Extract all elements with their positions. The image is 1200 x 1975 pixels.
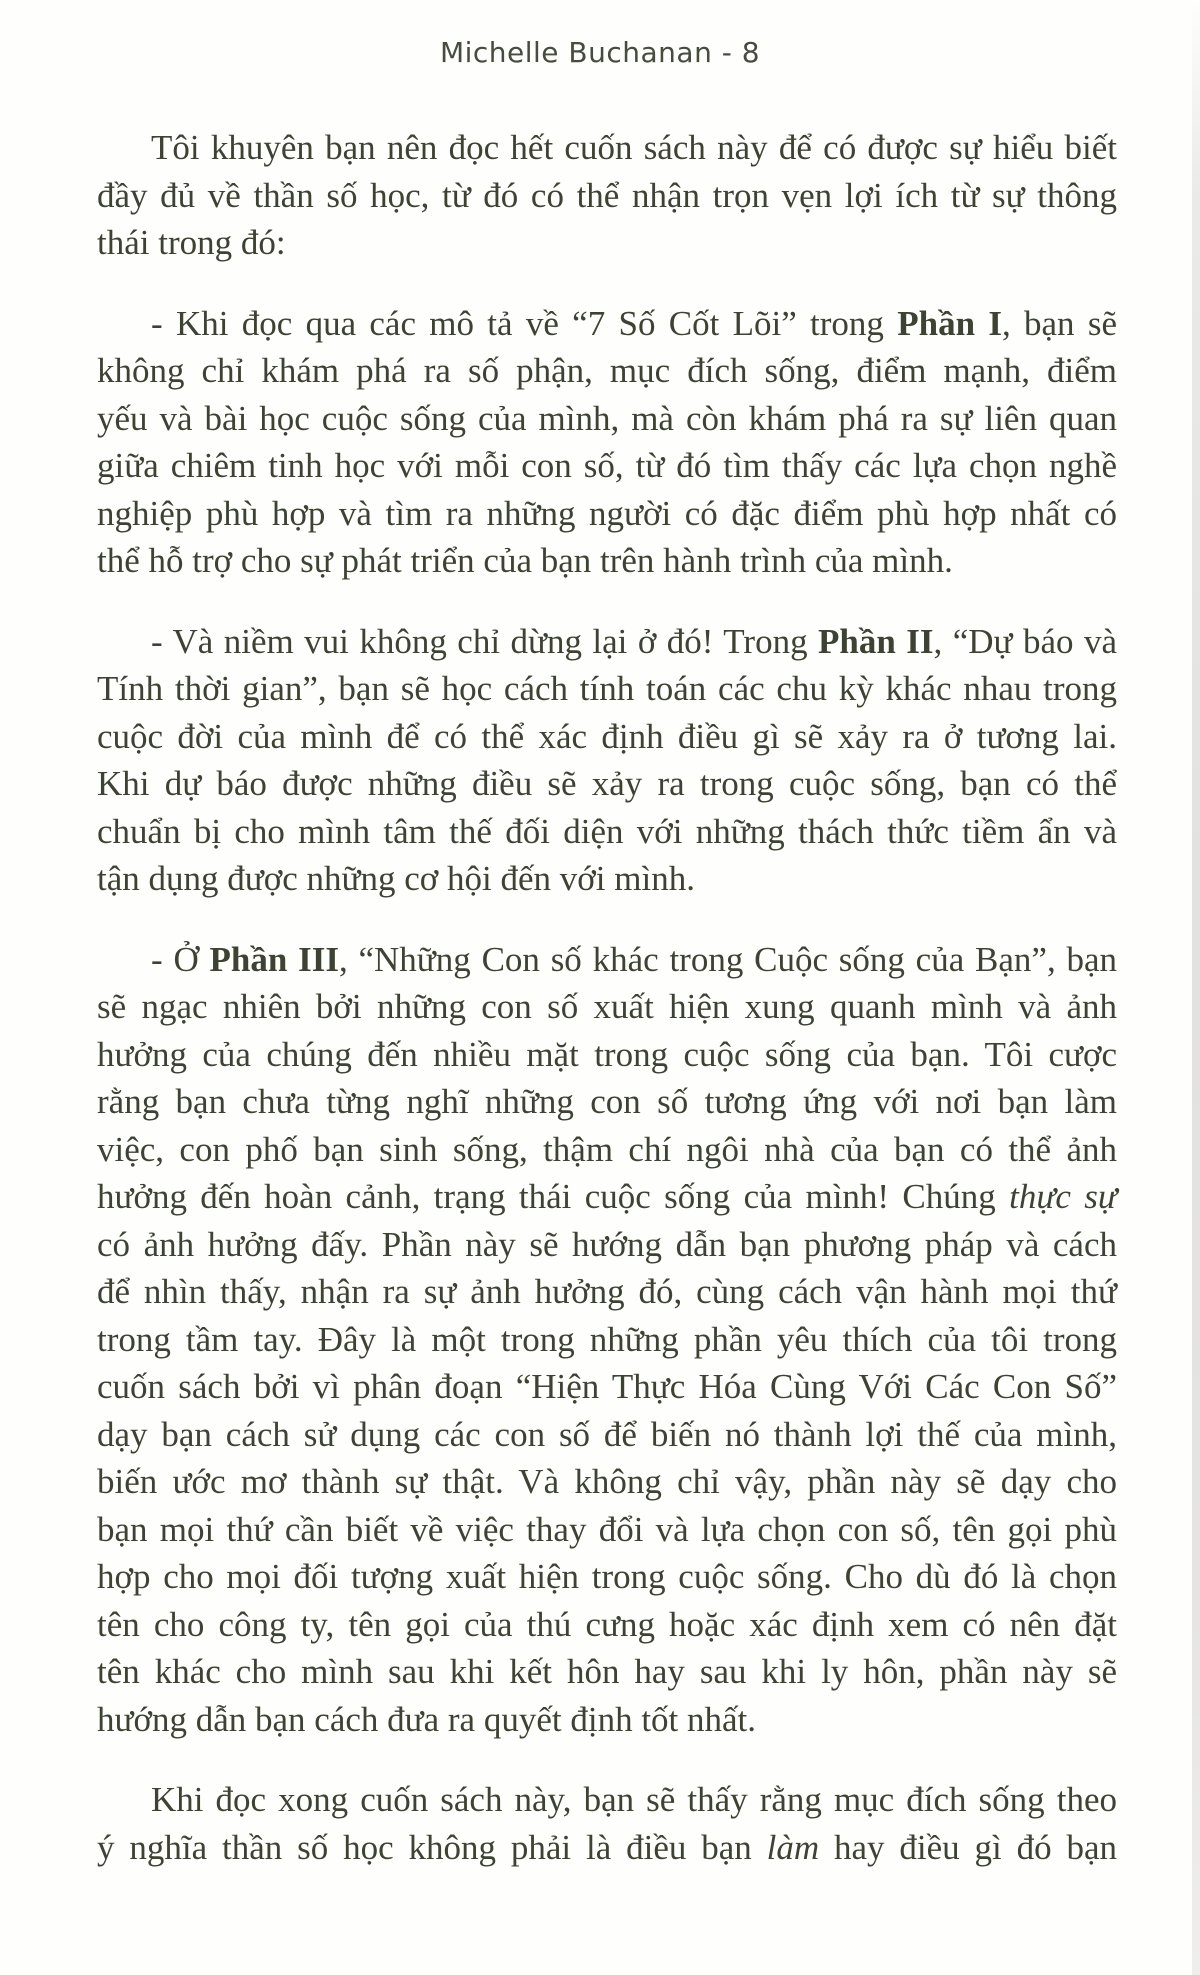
text-line xyxy=(97,442,1117,490)
text-line xyxy=(97,1363,1117,1411)
text-line xyxy=(97,300,1117,348)
text-line xyxy=(97,490,1117,538)
body-text: , “Dự báo và xyxy=(933,621,1117,661)
body-text: việc, con phố bạn sinh sống, thậm chí ngôi nhà của bạn có thể ảnh xyxy=(97,1129,1117,1169)
text-line xyxy=(97,1221,1117,1269)
body-text: - Ở xyxy=(151,939,210,979)
text-line xyxy=(97,395,1117,443)
body-text: thể hỗ trợ cho sự phát triển của bạn trên hành trình của mình. xyxy=(97,541,953,580)
text-line xyxy=(97,1776,1117,1824)
body-text: đầy đủ về thần số học, từ đó có thể nhận trọn vẹn lợi ích từ sự thông xyxy=(97,175,1117,215)
body-text: cuộc đời của mình để có thể xác định điều gì sẽ xảy ra ở tương lai. xyxy=(97,716,1117,756)
text-line xyxy=(97,1648,1117,1696)
text-line xyxy=(97,1506,1117,1554)
scan-edge-artifact xyxy=(1192,0,1200,1975)
text-line xyxy=(97,855,1117,903)
paragraph xyxy=(97,124,1117,267)
running-header: Michelle Buchanan - 8 xyxy=(439,36,761,69)
body-text: Tính thời gian”, bạn sẽ học cách tính toán các chu kỳ khác nhau trong xyxy=(97,669,1117,708)
body-text: biến ước mơ thành sự thật. Và không chỉ vậy, phần này sẽ dạy cho xyxy=(97,1462,1117,1501)
text-line xyxy=(97,1411,1117,1459)
bold-text: Phần II xyxy=(818,621,934,661)
body-text: ý nghĩa thần số học không phải là điều bạn xyxy=(97,1827,767,1867)
text-line xyxy=(97,1316,1117,1364)
body-text: rằng bạn chưa từng nghĩ những con số tương ứng với nơi bạn làm xyxy=(97,1082,1117,1121)
paragraph xyxy=(97,936,1117,1744)
body-text: thái trong đó: xyxy=(97,223,286,262)
body-text: không chỉ khám phá ra số phận, mục đích sống, điểm mạnh, điểm xyxy=(97,351,1117,390)
body-text: hưởng đến hoàn cảnh, trạng thái cuộc sống của mình! Chúng xyxy=(97,1177,1010,1216)
body-text: hướng dẫn bạn cách đưa ra quyết định tốt nhất. xyxy=(97,1699,757,1739)
body-text: , bạn sẽ xyxy=(1001,303,1117,343)
body-text: tên cho công ty, tên gọi của thú cưng hoặc xác định xem có nên đặt xyxy=(97,1604,1117,1644)
body-text: - Và niềm vui không chỉ dừng lại ở đó! Trong xyxy=(151,621,819,661)
body-text: giữa chiêm tinh học với mỗi con số, từ đó tìm thấy các lựa chọn nghề xyxy=(97,446,1117,485)
text-line xyxy=(97,713,1117,761)
text-line xyxy=(97,1824,1117,1872)
body-text: sẽ ngạc nhiên bởi những con số xuất hiện xung quanh mình và ảnh xyxy=(97,987,1117,1026)
body-text: Khi đọc xong cuốn sách này, bạn sẽ thấy rằng mục đích sống theo xyxy=(151,1780,1117,1819)
body-text: tên khác cho mình sau khi kết hôn hay sau khi ly hôn, phần này sẽ xyxy=(97,1652,1117,1691)
bold-text: Phần I xyxy=(897,303,1002,343)
text-line xyxy=(97,808,1117,856)
italic-text: thực sự xyxy=(1009,1177,1117,1216)
text-line xyxy=(97,983,1117,1031)
text-line xyxy=(97,219,1117,267)
paragraph xyxy=(97,1776,1117,1871)
text-line xyxy=(97,618,1117,666)
text-line xyxy=(97,1458,1117,1506)
bold-text: Phần III xyxy=(209,939,339,979)
body-text: có ảnh hưởng đấy. Phần này sẽ hướng dẫn bạn phương pháp và cách xyxy=(97,1224,1117,1264)
text-line xyxy=(97,172,1117,220)
body-text: trong tầm tay. Đây là một trong những phần yêu thích của tôi trong xyxy=(97,1319,1117,1359)
text-line xyxy=(97,936,1117,984)
text-line xyxy=(97,1553,1117,1601)
body-text: nghiệp phù hợp và tìm ra những người có đặc điểm phù hợp nhất có xyxy=(97,493,1117,533)
text-line xyxy=(97,1078,1117,1126)
body-text: tận dụng được những cơ hội đến với mình. xyxy=(97,859,695,898)
body-text: hợp cho mọi đối tượng xuất hiện trong cuộc sống. Cho dù đó là chọn xyxy=(97,1557,1117,1596)
body-text: , “Những Con số khác trong Cuộc sống của Bạn”, bạn xyxy=(338,939,1118,979)
body-text: hưởng của chúng đến nhiều mặt trong cuộc sống của bạn. Tôi cược xyxy=(97,1034,1117,1074)
body-text: - Khi đọc qua các mô tả về “7 Số Cốt Lõi” trong xyxy=(151,303,898,343)
text-line xyxy=(97,347,1117,395)
text-line xyxy=(97,124,1117,172)
text-line xyxy=(97,537,1117,585)
body-text: cuốn sách bởi vì phân đoạn “Hiện Thực Hóa Cùng Với Các Con Số” xyxy=(97,1367,1117,1406)
page-body xyxy=(97,124,1117,1871)
paragraph xyxy=(97,618,1117,903)
text-line xyxy=(97,1601,1117,1649)
body-text: dạy bạn cách sử dụng các con số để biến nó thành lợi thế của mình, xyxy=(97,1414,1117,1454)
paragraph xyxy=(97,300,1117,585)
body-text: hay điều gì đó bạn xyxy=(819,1827,1117,1867)
body-text: yếu và bài học cuộc sống của mình, mà còn khám phá ra sự liên quan xyxy=(97,398,1117,438)
body-text: Khi dự báo được những điều sẽ xảy ra trong cuộc sống, bạn có thể xyxy=(97,764,1117,803)
italic-text: làm xyxy=(766,1827,820,1867)
text-line xyxy=(97,1173,1117,1221)
text-line xyxy=(97,665,1117,713)
text-line xyxy=(97,760,1117,808)
body-text: bạn mọi thứ cần biết về việc thay đổi và lựa chọn con số, tên gọi phù xyxy=(97,1509,1117,1549)
body-text: để nhìn thấy, nhận ra sự ảnh hưởng đó, cùng cách vận hành mọi thứ xyxy=(97,1272,1117,1311)
text-line xyxy=(97,1126,1117,1174)
text-line xyxy=(97,1696,1117,1744)
body-text: Tôi khuyên bạn nên đọc hết cuốn sách này để có được sự hiểu biết xyxy=(151,128,1117,167)
text-line xyxy=(97,1268,1117,1316)
body-text: chuẩn bị cho mình tâm thế đối diện với những thách thức tiềm ẩn và xyxy=(97,811,1117,851)
text-line xyxy=(97,1031,1117,1079)
